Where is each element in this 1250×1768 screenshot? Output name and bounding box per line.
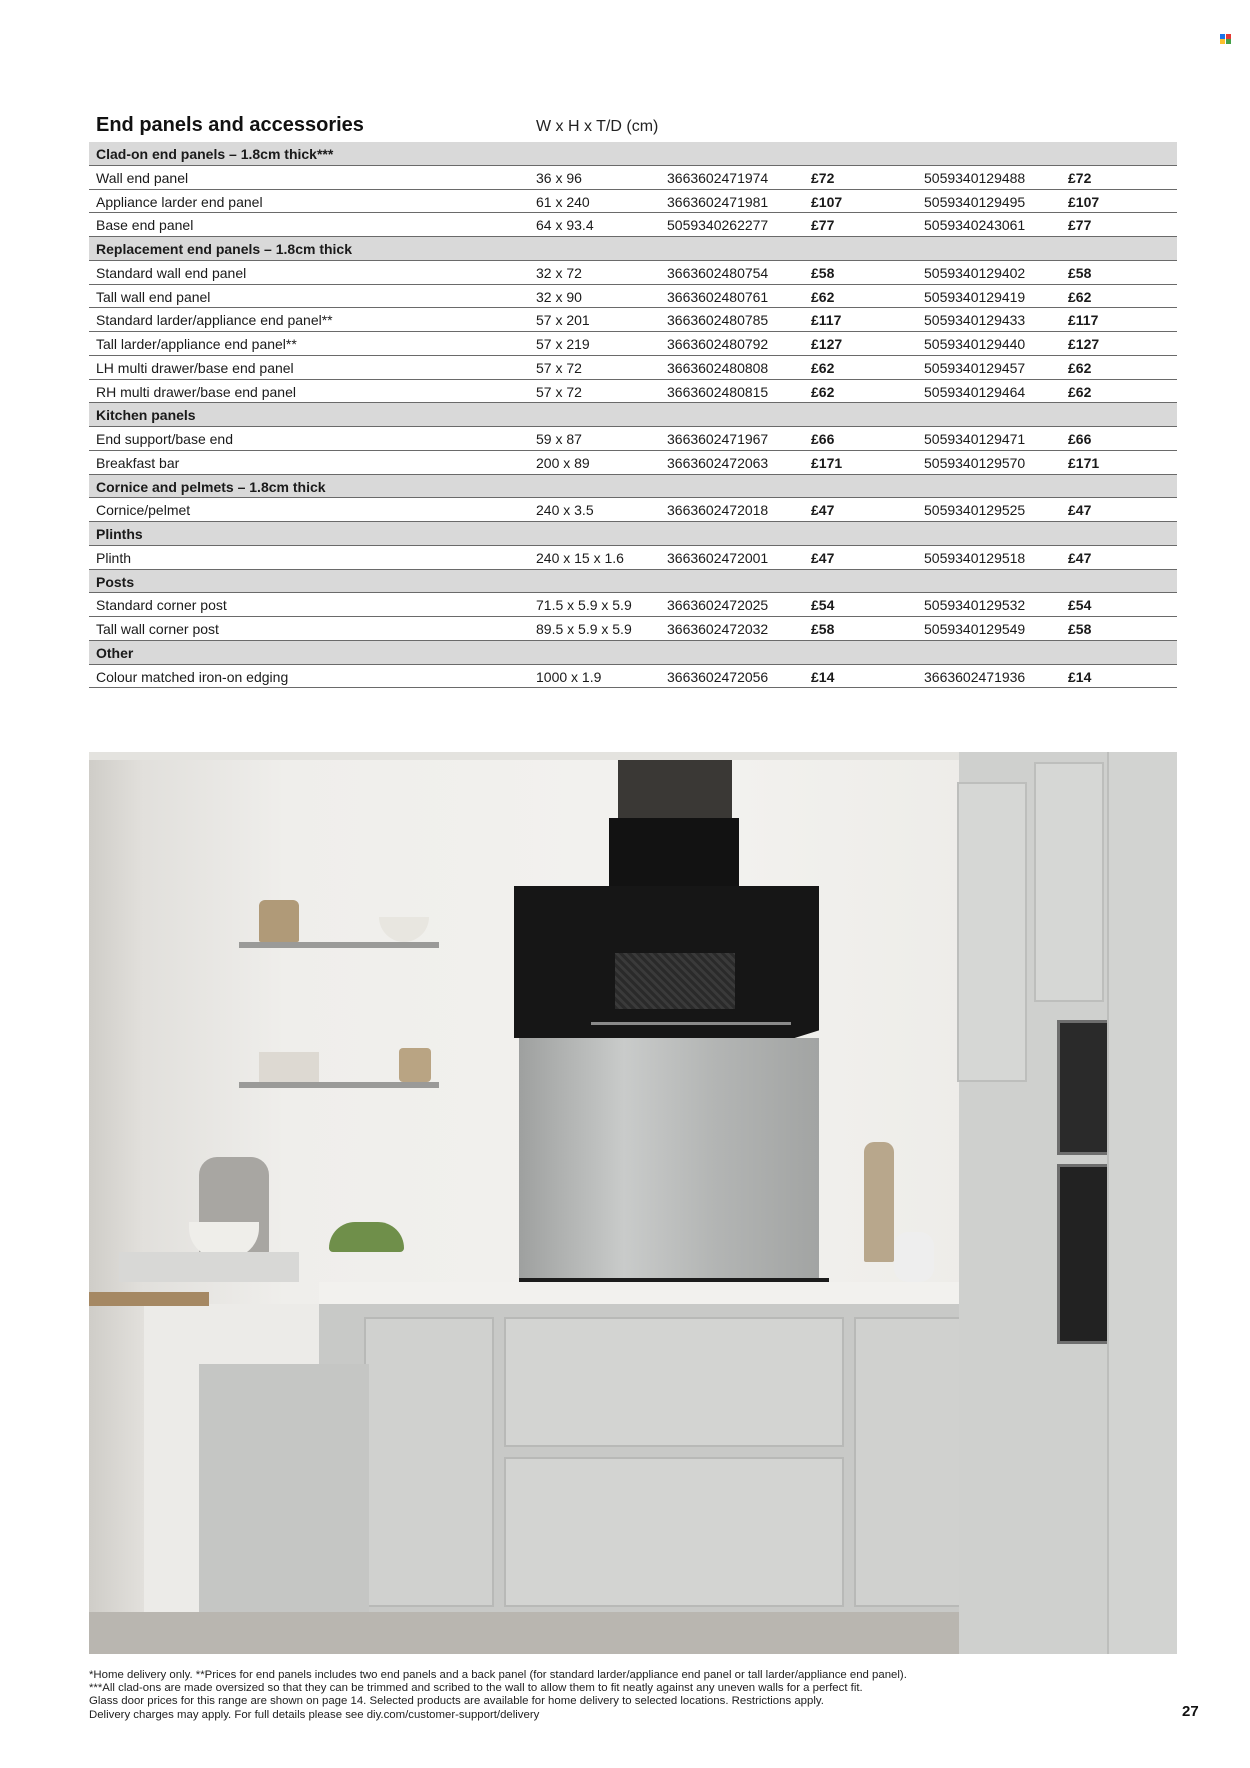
product-name: End support/base end [96,431,233,447]
product-name: Breakfast bar [96,454,180,471]
product-dimensions: 57 x 201 [536,312,590,329]
table-row [89,308,1177,332]
product-dimensions: 57 x 72 [536,383,582,400]
product-dimensions: 200 x 89 [536,454,590,471]
product-dimensions: 57 x 72 [536,359,582,376]
product-code-primary: 3663602480785 [667,312,769,329]
product-price-secondary: £58 [1068,621,1092,637]
product-name: Clad-on end panels – 1.8cm thick*** [96,146,334,162]
product-code-primary: 3663602472001 [667,549,769,566]
product-code-primary: 3663602472063 [667,454,769,471]
page-number: 27 [1182,1703,1199,1720]
brand-square-green [1226,39,1231,44]
product-price-primary: £58 [811,264,835,281]
footnotes [89,1669,1109,1722]
product-name: Kitchen panels [96,407,196,424]
footnote-line: ***All clad-ons are made oversized so that they can be trimmed and scribed to the wall to allow them to fit neatly against any uneven walls for a perfect fit. [89,1682,863,1695]
product-code-secondary: 3663602471936 [924,668,1026,685]
product-code-secondary: 5059340243061 [924,217,1026,234]
product-code-primary: 3663602471974 [667,169,769,186]
product-code-secondary: 5059340129457 [924,359,1026,376]
table-row [89,213,1177,237]
product-price-primary: £66 [811,431,835,447]
product-name: Replacement end panels – 1.8cm thick [96,241,352,257]
product-price-primary: £117 [811,312,842,329]
product-dimensions: 71.5 x 5.9 x 5.9 [536,597,632,614]
table-row [89,593,1177,617]
product-name: Cornice and pelmets – 1.8cm thick [96,478,326,495]
product-price-secondary: £62 [1068,383,1092,400]
product-name: Tall wall end panel [96,288,211,305]
product-name: Other [96,644,134,661]
product-dimensions: 59 x 87 [536,431,582,447]
product-price-secondary: £171 [1068,454,1100,471]
table-row [89,285,1177,309]
brand-logo-icon [1220,34,1232,44]
product-price-secondary: £54 [1068,597,1092,614]
product-code-secondary: 5059340129402 [924,264,1026,281]
product-price-primary: £62 [811,359,835,376]
product-code-primary: 3663602471981 [667,193,769,210]
product-dimensions: 1000 x 1.9 [536,668,602,685]
table-body [89,142,1177,688]
product-price-secondary: £47 [1068,549,1092,566]
product-price-secondary: £77 [1068,217,1092,234]
product-code-primary: 3663602472032 [667,621,769,637]
product-price-secondary: £14 [1068,668,1092,685]
footnote-line: Glass door prices for this range are shown on page 14. Selected products are available for home delivery to selected locations. Restrictions apply. [89,1695,824,1708]
product-code-secondary: 5059340129525 [924,502,1026,519]
table-row [89,427,1177,451]
page-title: End panels and accessories [96,114,364,136]
product-price-secondary: £62 [1068,288,1092,305]
table-section-header [89,237,1177,261]
product-dimensions: 89.5 x 5.9 x 5.9 [536,621,632,637]
table-row [89,665,1177,689]
product-name: Base end panel [96,217,194,234]
product-price-primary: £47 [811,502,835,519]
product-name: Plinths [96,526,143,542]
product-code-primary: 3663602471967 [667,431,769,447]
product-name: Appliance larder end panel [96,193,263,210]
table-row [89,332,1177,356]
end-panels-price-table [89,112,1177,688]
product-dimensions: 61 x 240 [536,193,590,210]
product-price-secondary: £107 [1068,193,1100,210]
table-row [89,190,1177,214]
product-code-secondary: 5059340129495 [924,193,1026,210]
product-price-secondary: £58 [1068,264,1092,281]
product-name: RH multi drawer/base end panel [96,383,296,400]
product-code-secondary: 5059340129440 [924,336,1026,352]
product-name: Standard corner post [96,597,227,614]
product-price-primary: £47 [811,549,835,566]
product-code-secondary: 5059340129464 [924,383,1026,400]
product-name: Tall larder/appliance end panel** [96,336,297,352]
product-price-primary: £62 [811,288,835,305]
product-code-secondary: 5059340129570 [924,454,1026,471]
product-code-secondary: 5059340129549 [924,621,1026,637]
product-price-primary: £72 [811,169,835,186]
table-row [89,451,1177,475]
product-dimensions: 57 x 219 [536,336,590,352]
product-code-secondary: 5059340129433 [924,312,1026,329]
table-section-header [89,522,1177,546]
product-price-secondary: £127 [1068,336,1100,352]
product-code-primary: 5059340262277 [667,217,769,234]
kitchen-photo [89,752,1177,1654]
table-row [89,261,1177,285]
product-code-primary: 3663602480808 [667,359,769,376]
product-dimensions: 36 x 96 [536,169,582,186]
product-price-primary: £107 [811,193,843,210]
product-name: Posts [96,573,135,590]
table-row [89,617,1177,641]
product-dimensions: 240 x 15 x 1.6 [536,549,624,566]
product-code-primary: 3663602472018 [667,502,769,519]
product-price-primary: £127 [811,336,843,352]
product-dimensions: 32 x 90 [536,288,582,305]
product-code-primary: 3663602480792 [667,336,769,352]
product-code-primary: 3663602472025 [667,597,769,614]
footnote-line: *Home delivery only. **Prices for end panels includes two end panels and a back panel (for standard larder/appliance end panel or tall larder/appliance end panel). [89,1669,907,1681]
product-dimensions: 64 x 93.4 [536,217,594,234]
product-code-primary: 3663602480754 [667,264,769,281]
table-row [89,498,1177,522]
product-name: LH multi drawer/base end panel [96,359,294,376]
product-code-primary: 3663602480761 [667,288,769,305]
table-section-header [89,142,1177,166]
product-dimensions: 32 x 72 [536,264,582,281]
table-row [89,380,1177,404]
product-name: Colour matched iron-on edging [96,668,289,685]
product-name: Plinth [96,549,132,566]
product-code-secondary: 5059340129419 [924,288,1026,305]
product-dimensions: 240 x 3.5 [536,502,594,519]
product-price-secondary: £66 [1068,431,1092,447]
table-section-header [89,641,1177,665]
product-price-primary: £62 [811,383,835,400]
product-name: Tall wall corner post [96,621,219,637]
product-price-secondary: £47 [1068,502,1092,519]
table-row [89,356,1177,380]
table-section-header [89,403,1177,427]
product-code-secondary: 5059340129532 [924,597,1026,614]
brand-square-yellow [1220,39,1225,44]
product-name: Standard larder/appliance end panel** [96,312,333,329]
table-title-row [89,112,1177,142]
product-price-secondary: £72 [1068,169,1092,186]
product-name: Standard wall end panel [96,264,247,281]
dimensions-column-header: W x H x T/D (cm) [536,118,659,135]
product-code-secondary: 5059340129488 [924,169,1026,186]
product-price-primary: £58 [811,621,835,637]
product-price-primary: £171 [811,454,843,471]
product-price-primary: £14 [811,668,835,685]
product-price-secondary: £62 [1068,359,1092,376]
product-code-secondary: 5059340129518 [924,549,1026,566]
product-code-secondary: 5059340129471 [924,431,1026,447]
table-section-header [89,570,1177,594]
product-code-primary: 3663602480815 [667,383,769,400]
product-price-primary: £77 [811,217,835,234]
product-name: Cornice/pelmet [96,502,191,519]
table-row [89,166,1177,190]
product-code-primary: 3663602472056 [667,668,769,685]
table-row [89,546,1177,570]
footnote-line: Delivery charges may apply. For full details please see diy.com/customer-support/delivery [89,1708,540,1721]
table-section-header [89,475,1177,499]
product-name: Wall end panel [96,169,189,186]
product-price-primary: £54 [811,597,835,614]
product-price-secondary: £117 [1068,312,1099,329]
